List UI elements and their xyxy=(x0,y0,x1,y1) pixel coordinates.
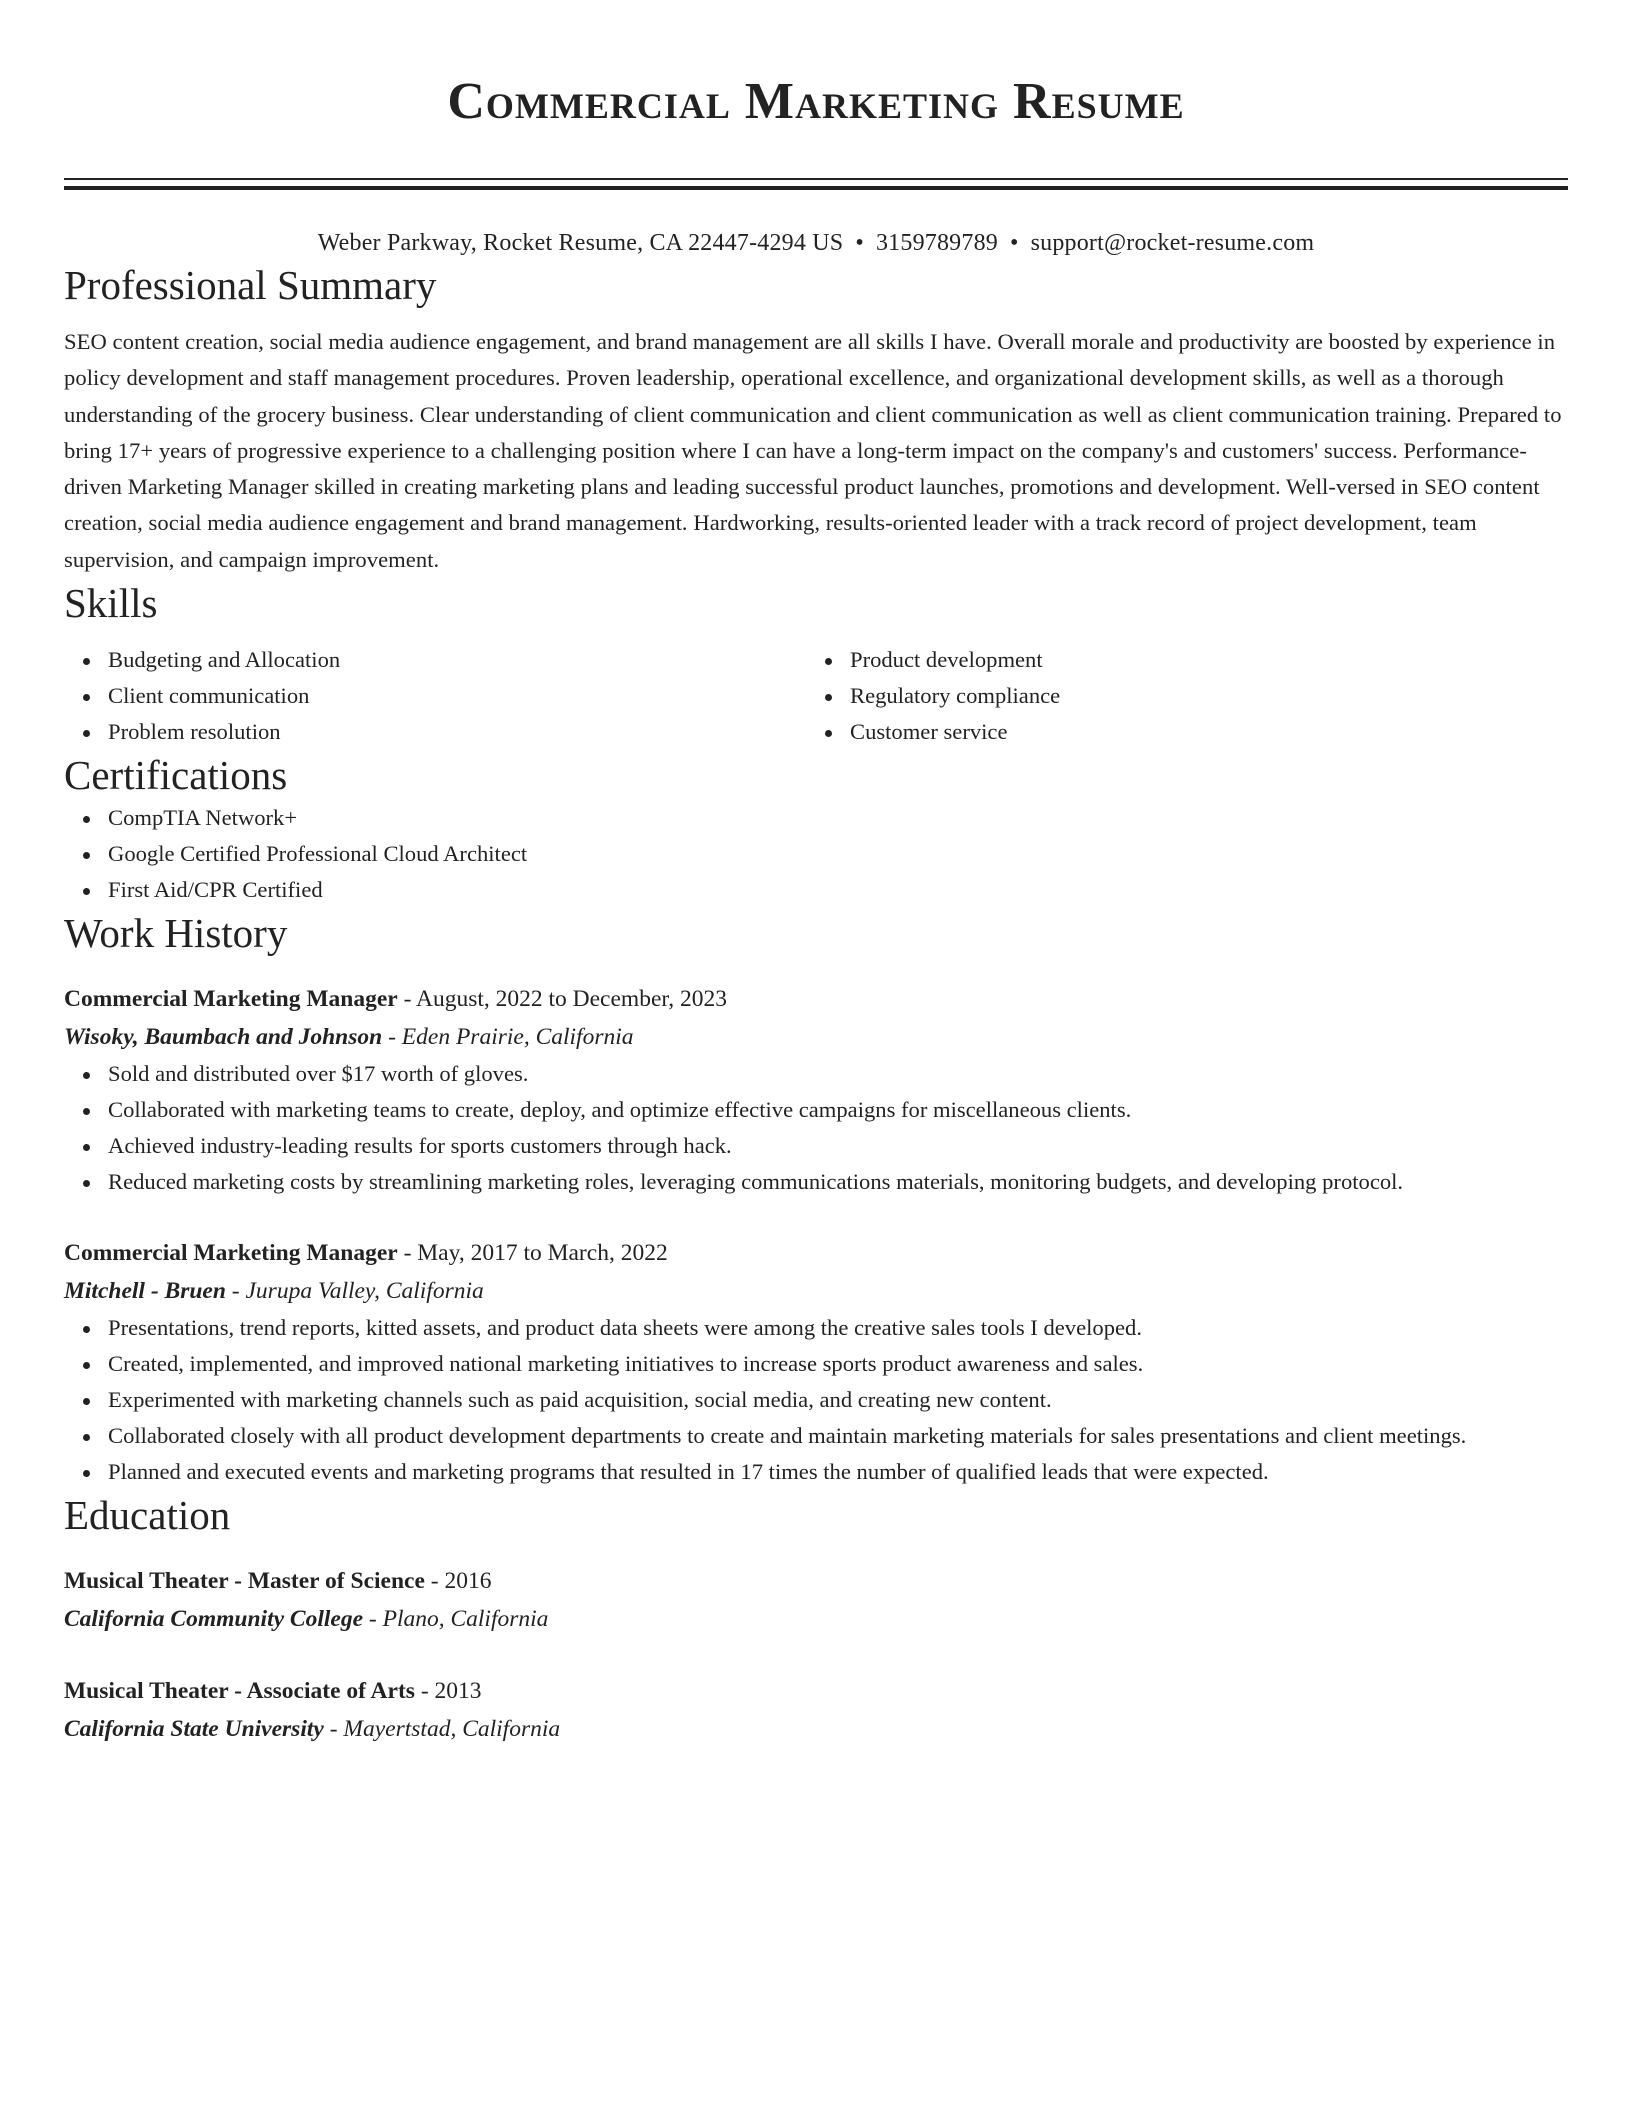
job-title: Commercial Marketing Manager xyxy=(64,1240,398,1267)
job-bullet: Collaborated with marketing teams to create, deploy, and optimize effective campaigns for miscellaneous clients. xyxy=(108,1092,1568,1128)
job-bullet: Created, implemented, and improved national marketing initiatives to increase sports product awareness and sales. xyxy=(108,1346,1568,1382)
skills-column-right xyxy=(806,642,1548,750)
education-school-line xyxy=(64,1710,1568,1748)
education-school: California Community College xyxy=(64,1606,364,1633)
education-entry xyxy=(64,1672,1568,1748)
job-bullet: Presentations, trend reports, kitted assets, and product data sheets were among the creative sales tools I developed. xyxy=(108,1310,1568,1346)
job-bullet: Collaborated closely with all product development departments to create and maintain marketing materials for sales presentations and client meetings. xyxy=(108,1418,1568,1454)
skills-list-left xyxy=(64,642,806,750)
job-title-line xyxy=(64,980,1568,1018)
skill-item: Budgeting and Allocation xyxy=(108,642,806,678)
job-entry xyxy=(64,1234,1568,1490)
skills-heading: Skills xyxy=(64,580,158,627)
job-title-line xyxy=(64,1234,1568,1272)
certification-item: CompTIA Network+ xyxy=(108,800,1568,836)
contact-separator: • xyxy=(1009,230,1019,256)
job-title: Commercial Marketing Manager xyxy=(64,986,398,1013)
summary-heading: Professional Summary xyxy=(64,262,437,308)
education-year: - 2016 xyxy=(424,1568,492,1595)
contact-email: support@rocket-resume.com xyxy=(1030,230,1315,256)
education-degree: Musical Theater - Master of Science xyxy=(64,1568,425,1595)
certifications-heading: Certifications xyxy=(64,752,288,799)
education-school: California State University xyxy=(64,1716,324,1743)
certifications-list xyxy=(64,800,1568,908)
work-history-heading: Work History xyxy=(64,910,288,957)
job-bullet: Achieved industry-leading results for sports customers through hack. xyxy=(108,1128,1568,1164)
job-dates: - August, 2022 to December, 2023 xyxy=(397,986,728,1013)
job-location: - Jurupa Valley, California xyxy=(225,1278,484,1305)
job-company-line xyxy=(64,1272,1568,1310)
job-dates: - May, 2017 to March, 2022 xyxy=(397,1240,668,1267)
resume-title: Commercial Marketing Resume xyxy=(447,73,1185,130)
education-entry xyxy=(64,1562,1568,1638)
job-company: Wisoky, Baumbach and Johnson xyxy=(64,1024,383,1051)
skill-item: Product development xyxy=(850,642,1548,678)
education-school-line xyxy=(64,1600,1568,1638)
job-bullet: Experimented with marketing channels such as paid acquisition, social media, and creating new content. xyxy=(108,1382,1568,1418)
education-heading: Education xyxy=(64,1492,231,1539)
job-company-line xyxy=(64,1018,1568,1056)
title-divider-thick xyxy=(64,186,1568,190)
job-bullets xyxy=(64,1310,1568,1490)
job-bullet: Planned and executed events and marketing programs that resulted in 17 times the number of qualified leads that were expected. xyxy=(108,1454,1568,1490)
education-degree: Musical Theater - Associate of Arts xyxy=(64,1678,415,1705)
job-bullet: Reduced marketing costs by streamlining marketing roles, leveraging communications materials, monitoring budgets, and developing protocol. xyxy=(108,1164,1568,1200)
skills-column-left xyxy=(64,642,806,750)
skill-item: Regulatory compliance xyxy=(850,678,1548,714)
skills-list-right xyxy=(806,642,1548,750)
education-year: - 2013 xyxy=(414,1678,482,1705)
skill-item: Problem resolution xyxy=(108,714,806,750)
skills-grid xyxy=(64,642,1568,750)
job-entry xyxy=(64,980,1568,1200)
education-degree-line xyxy=(64,1562,1568,1600)
job-bullets xyxy=(64,1056,1568,1200)
title-divider-thin xyxy=(64,178,1568,180)
contact-address: Weber Parkway, Rocket Resume, CA 22447-4294 US xyxy=(317,230,844,256)
certification-item: First Aid/CPR Certified xyxy=(108,872,1568,908)
summary-text: SEO content creation, social media audience engagement, and brand management are all skills I have. Overall morale and productivity are boosted by experience in policy development and staff management procedures. Proven leadership, operational excellence, and organizational development skills, as well as a thorough understanding of the grocery business. Clear understanding of client communication and client communication as well as client communication training. Prepared to bring 17+ years of progressive experience to a challenging position where I can have a long-term impact on the company's and customers' success. Performance-driven Marketing Manager skilled in creating marketing plans and leading successful product launches, promotions and development. Well-versed in SEO content creation, social media audience engagement and brand management. Hardworking, results-oriented leader with a track record of project development, team supervision, and campaign improvement. xyxy=(64,329,1562,572)
job-bullet: Sold and distributed over $17 worth of gloves. xyxy=(108,1056,1568,1092)
skill-item: Client communication xyxy=(108,678,806,714)
education-location: - Plano, California xyxy=(363,1606,549,1633)
contact-separator: • xyxy=(855,230,864,256)
education-degree-line xyxy=(64,1672,1568,1710)
job-location: - Eden Prairie, California xyxy=(382,1024,634,1051)
skill-item: Customer service xyxy=(850,714,1548,750)
certification-item: Google Certified Professional Cloud Architect xyxy=(108,836,1568,872)
education-location: - Mayertstad, California xyxy=(323,1716,561,1743)
job-company: Mitchell - Bruen xyxy=(64,1278,226,1305)
contact-line xyxy=(64,226,1568,260)
contact-phone: 3159789789 xyxy=(875,230,998,256)
